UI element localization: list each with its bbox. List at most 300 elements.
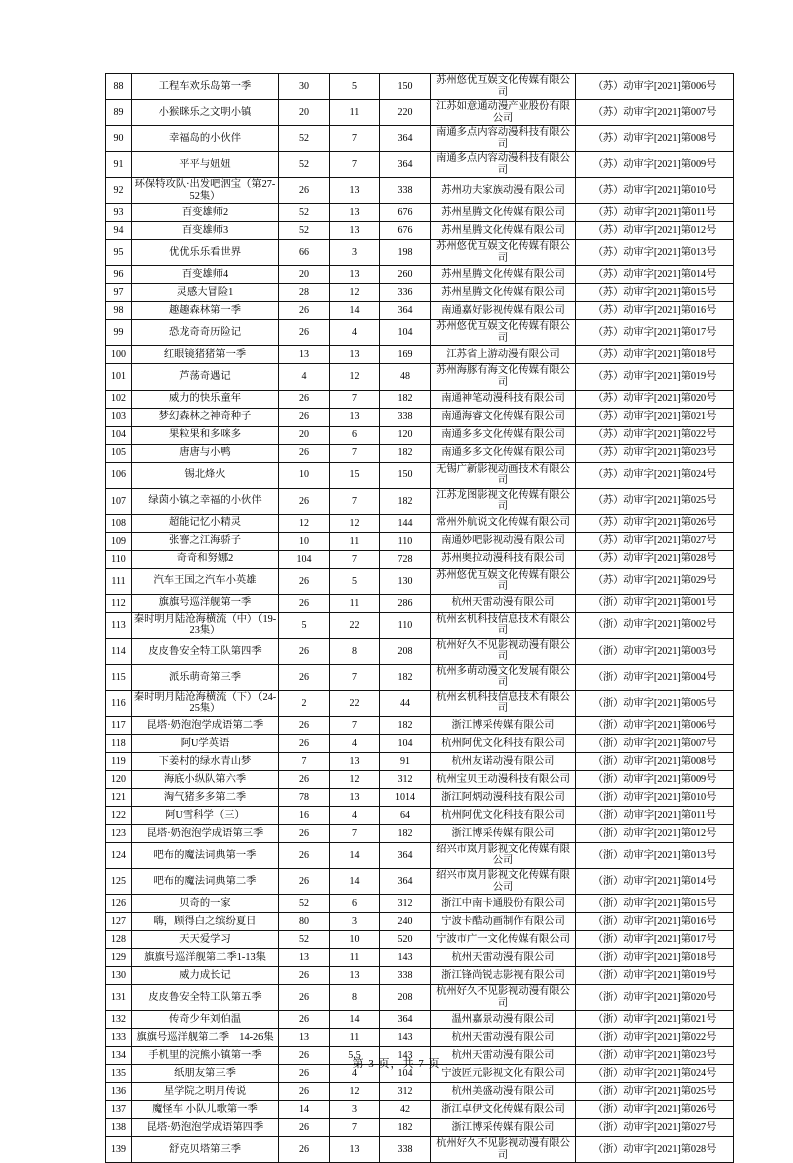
- table-row: [106, 931, 734, 949]
- cell-episodes: 26: [279, 320, 330, 346]
- cell-approval-number: （苏）动审字[2021]第023号: [576, 444, 734, 462]
- cell-approval-number: （苏）动审字[2021]第011号: [576, 204, 734, 222]
- cell-approval-number: （苏）动审字[2021]第007号: [576, 100, 734, 126]
- cell-title: 舒克贝塔第三季: [132, 1137, 279, 1163]
- cell-approval-number: （浙）动审字[2021]第023号: [576, 1047, 734, 1065]
- cell-production-company: 杭州友诺动漫有限公司: [431, 752, 576, 770]
- cell-serial-number: 113: [106, 612, 132, 638]
- cell-serial-number: 133: [106, 1029, 132, 1047]
- cell-serial-number: 122: [106, 806, 132, 824]
- cell-episodes: 26: [279, 967, 330, 985]
- cell-total-minutes: 182: [380, 1119, 431, 1137]
- table-row: [106, 752, 734, 770]
- cell-episodes: 26: [279, 408, 330, 426]
- cell-title: 昆塔·奶泡泡学成语第二季: [132, 716, 279, 734]
- cell-serial-number: 93: [106, 204, 132, 222]
- cell-episodes: 52: [279, 222, 330, 240]
- cell-total-minutes: 364: [380, 152, 431, 178]
- cell-production-company: 宁波市广一文化传媒有限公司: [431, 931, 576, 949]
- cell-minutes-per-episode: 4: [330, 806, 380, 824]
- cell-minutes-per-episode: 22: [330, 690, 380, 716]
- cell-total-minutes: 520: [380, 931, 431, 949]
- cell-serial-number: 89: [106, 100, 132, 126]
- cell-episodes: 26: [279, 488, 330, 514]
- cell-episodes: 13: [279, 1029, 330, 1047]
- cell-production-company: 杭州宝贝王动漫科技有限公司: [431, 770, 576, 788]
- cell-serial-number: 98: [106, 302, 132, 320]
- cell-approval-number: （苏）动审字[2021]第006号: [576, 74, 734, 100]
- cell-title: 旗旗号巡洋舰第二季1-13集: [132, 949, 279, 967]
- cell-approval-number: （浙）动审字[2021]第020号: [576, 985, 734, 1011]
- cell-production-company: 温州嘉景动漫有限公司: [431, 1011, 576, 1029]
- cell-approval-number: （苏）动审字[2021]第016号: [576, 302, 734, 320]
- table-row: [106, 638, 734, 664]
- cell-episodes: 26: [279, 1065, 330, 1083]
- cell-production-company: 浙江博采传媒有限公司: [431, 824, 576, 842]
- cell-approval-number: （苏）动审字[2021]第014号: [576, 266, 734, 284]
- cell-serial-number: 106: [106, 462, 132, 488]
- cell-minutes-per-episode: 11: [330, 100, 380, 126]
- table-row: [106, 100, 734, 126]
- cell-approval-number: （浙）动审字[2021]第022号: [576, 1029, 734, 1047]
- cell-total-minutes: 312: [380, 770, 431, 788]
- cell-approval-number: （浙）动审字[2021]第015号: [576, 895, 734, 913]
- cell-title: 派乐萌奇第三季: [132, 664, 279, 690]
- cell-production-company: 浙江阿炳动漫科技有限公司: [431, 788, 576, 806]
- cell-minutes-per-episode: 13: [330, 408, 380, 426]
- table-body: [106, 74, 734, 1163]
- cell-episodes: 52: [279, 895, 330, 913]
- cell-serial-number: 91: [106, 152, 132, 178]
- cell-approval-number: （苏）动审字[2021]第022号: [576, 426, 734, 444]
- cell-serial-number: 132: [106, 1011, 132, 1029]
- cell-approval-number: （浙）动审字[2021]第008号: [576, 752, 734, 770]
- table-row: [106, 204, 734, 222]
- cell-serial-number: 123: [106, 824, 132, 842]
- cell-approval-number: （浙）动审字[2021]第018号: [576, 949, 734, 967]
- cell-approval-number: （浙）动审字[2021]第001号: [576, 594, 734, 612]
- cell-total-minutes: 169: [380, 346, 431, 364]
- cell-title: 红眼镜猪猪第一季: [132, 346, 279, 364]
- cell-serial-number: 138: [106, 1119, 132, 1137]
- cell-total-minutes: 728: [380, 550, 431, 568]
- table-row: [106, 444, 734, 462]
- table-row: [106, 1011, 734, 1029]
- cell-minutes-per-episode: 11: [330, 594, 380, 612]
- cell-serial-number: 109: [106, 532, 132, 550]
- cell-title: 皮皮鲁安全特工队第四季: [132, 638, 279, 664]
- cell-serial-number: 135: [106, 1065, 132, 1083]
- cell-episodes: 26: [279, 1083, 330, 1101]
- cell-title: 优优乐乐看世界: [132, 240, 279, 266]
- cell-minutes-per-episode: 7: [330, 550, 380, 568]
- table-row: [106, 74, 734, 100]
- cell-approval-number: （苏）动审字[2021]第029号: [576, 568, 734, 594]
- cell-minutes-per-episode: 8: [330, 985, 380, 1011]
- cell-total-minutes: 364: [380, 126, 431, 152]
- cell-production-company: 宁波卡酷动画制作有限公司: [431, 913, 576, 931]
- cell-total-minutes: 364: [380, 1011, 431, 1029]
- cell-total-minutes: 110: [380, 532, 431, 550]
- cell-episodes: 30: [279, 74, 330, 100]
- cell-minutes-per-episode: 7: [330, 152, 380, 178]
- cell-episodes: 26: [279, 444, 330, 462]
- cell-serial-number: 100: [106, 346, 132, 364]
- cell-production-company: 南通妙吧影视动漫有限公司: [431, 532, 576, 550]
- table-row: [106, 1083, 734, 1101]
- cell-episodes: 26: [279, 985, 330, 1011]
- cell-minutes-per-episode: 15: [330, 462, 380, 488]
- table-row: [106, 488, 734, 514]
- cell-total-minutes: 48: [380, 364, 431, 390]
- cell-total-minutes: 120: [380, 426, 431, 444]
- cell-approval-number: （浙）动审字[2021]第017号: [576, 931, 734, 949]
- cell-approval-number: （浙）动审字[2021]第013号: [576, 842, 734, 868]
- cell-production-company: 苏州星腾文化传媒有限公司: [431, 266, 576, 284]
- cell-approval-number: （浙）动审字[2021]第016号: [576, 913, 734, 931]
- cell-approval-number: （浙）动审字[2021]第026号: [576, 1101, 734, 1119]
- cell-episodes: 26: [279, 734, 330, 752]
- cell-approval-number: （浙）动审字[2021]第012号: [576, 824, 734, 842]
- cell-serial-number: 114: [106, 638, 132, 664]
- cell-approval-number: （浙）动审字[2021]第010号: [576, 788, 734, 806]
- table-row: [106, 346, 734, 364]
- cell-production-company: 杭州天雷动漫有限公司: [431, 594, 576, 612]
- cell-total-minutes: 150: [380, 462, 431, 488]
- cell-title: 阿U学英语: [132, 734, 279, 752]
- table-row: [106, 550, 734, 568]
- table-row: [106, 842, 734, 868]
- cell-minutes-per-episode: 13: [330, 266, 380, 284]
- cell-production-company: 杭州美盛动漫有限公司: [431, 1083, 576, 1101]
- cell-approval-number: （浙）动审字[2021]第021号: [576, 1011, 734, 1029]
- cell-total-minutes: 198: [380, 240, 431, 266]
- cell-production-company: 江苏龙图影视文化传媒有限公司: [431, 488, 576, 514]
- cell-minutes-per-episode: 13: [330, 967, 380, 985]
- cell-production-company: 南通多多文化传媒有限公司: [431, 426, 576, 444]
- cell-production-company: 苏州奥拉动漫科技有限公司: [431, 550, 576, 568]
- cell-minutes-per-episode: 7: [330, 444, 380, 462]
- cell-total-minutes: 104: [380, 320, 431, 346]
- cell-total-minutes: 260: [380, 266, 431, 284]
- cell-serial-number: 127: [106, 913, 132, 931]
- cell-serial-number: 88: [106, 74, 132, 100]
- cell-title: 淘气猪多多第二季: [132, 788, 279, 806]
- cell-total-minutes: 64: [380, 806, 431, 824]
- cell-serial-number: 112: [106, 594, 132, 612]
- table-row: [106, 1119, 734, 1137]
- cell-production-company: 苏州星腾文化传媒有限公司: [431, 222, 576, 240]
- cell-episodes: 52: [279, 152, 330, 178]
- cell-title: 恐龙奇奇历险记: [132, 320, 279, 346]
- cell-production-company: 苏州海豚有海文化传媒有限公司: [431, 364, 576, 390]
- cell-title: 星学院之明月传说: [132, 1083, 279, 1101]
- cell-minutes-per-episode: 7: [330, 824, 380, 842]
- cell-production-company: 杭州好久不见影视动漫有限公司: [431, 638, 576, 664]
- cell-total-minutes: 143: [380, 1047, 431, 1065]
- cell-title: 昆塔·奶泡泡学成语第四季: [132, 1119, 279, 1137]
- cell-episodes: 26: [279, 638, 330, 664]
- cell-approval-number: （浙）动审字[2021]第009号: [576, 770, 734, 788]
- cell-approval-number: （浙）动审字[2021]第014号: [576, 869, 734, 895]
- cell-approval-number: （苏）动审字[2021]第025号: [576, 488, 734, 514]
- cell-episodes: 26: [279, 178, 330, 204]
- cell-serial-number: 92: [106, 178, 132, 204]
- cell-title: 秦时明月陆沧海横流（中）（19-23集）: [132, 612, 279, 638]
- cell-minutes-per-episode: 7: [330, 488, 380, 514]
- cell-production-company: 南通多多文化传媒有限公司: [431, 444, 576, 462]
- cell-approval-number: （浙）动审字[2021]第011号: [576, 806, 734, 824]
- cell-total-minutes: 144: [380, 514, 431, 532]
- cell-approval-number: （浙）动审字[2021]第019号: [576, 967, 734, 985]
- cell-total-minutes: 182: [380, 824, 431, 842]
- cell-approval-number: （浙）动审字[2021]第006号: [576, 716, 734, 734]
- cell-episodes: 26: [279, 302, 330, 320]
- cell-total-minutes: 130: [380, 568, 431, 594]
- cell-approval-number: （浙）动审字[2021]第028号: [576, 1137, 734, 1163]
- cell-title: 手机里的浣熊小镇第一季: [132, 1047, 279, 1065]
- cell-total-minutes: 338: [380, 967, 431, 985]
- cell-minutes-per-episode: 6: [330, 895, 380, 913]
- cell-minutes-per-episode: 13: [330, 1137, 380, 1163]
- cell-title: 汽车王国之汽车小英雄: [132, 568, 279, 594]
- cell-minutes-per-episode: 12: [330, 364, 380, 390]
- cell-total-minutes: 150: [380, 74, 431, 100]
- cell-production-company: 苏州悠优互娱文化传媒有限公司: [431, 74, 576, 100]
- cell-approval-number: （浙）动审字[2021]第027号: [576, 1119, 734, 1137]
- cell-title: 阿U雪科学（三）: [132, 806, 279, 824]
- cell-title: 传奇少年刘伯温: [132, 1011, 279, 1029]
- cell-production-company: 绍兴市岚月影视文化传媒有限公司: [431, 842, 576, 868]
- cell-total-minutes: 1014: [380, 788, 431, 806]
- table-row: [106, 320, 734, 346]
- table-row: [106, 1137, 734, 1163]
- cell-approval-number: （苏）动审字[2021]第020号: [576, 390, 734, 408]
- table-row: [106, 770, 734, 788]
- cell-minutes-per-episode: 7: [330, 716, 380, 734]
- cell-total-minutes: 143: [380, 949, 431, 967]
- cell-production-company: 浙江博采传媒有限公司: [431, 1119, 576, 1137]
- cell-total-minutes: 364: [380, 842, 431, 868]
- cell-episodes: 78: [279, 788, 330, 806]
- table-row: [106, 824, 734, 842]
- cell-total-minutes: 104: [380, 1065, 431, 1083]
- cell-production-company: 无锡广新影视动画技术有限公司: [431, 462, 576, 488]
- cell-production-company: 南通多点内容动漫科技有限公司: [431, 152, 576, 178]
- cell-serial-number: 107: [106, 488, 132, 514]
- cell-serial-number: 126: [106, 895, 132, 913]
- cell-approval-number: （苏）动审字[2021]第028号: [576, 550, 734, 568]
- table-row: [106, 532, 734, 550]
- cell-minutes-per-episode: 7: [330, 1119, 380, 1137]
- cell-serial-number: 121: [106, 788, 132, 806]
- cell-minutes-per-episode: 11: [330, 1029, 380, 1047]
- cell-episodes: 4: [279, 364, 330, 390]
- cell-minutes-per-episode: 12: [330, 514, 380, 532]
- cell-title: 纸朋友第三季: [132, 1065, 279, 1083]
- table-row: [106, 895, 734, 913]
- cell-minutes-per-episode: 8: [330, 638, 380, 664]
- cell-total-minutes: 110: [380, 612, 431, 638]
- table-row: [106, 178, 734, 204]
- cell-approval-number: （苏）动审字[2021]第010号: [576, 178, 734, 204]
- cell-title: 果粒果和多咪多: [132, 426, 279, 444]
- cell-total-minutes: 338: [380, 1137, 431, 1163]
- cell-episodes: 13: [279, 346, 330, 364]
- cell-episodes: 20: [279, 426, 330, 444]
- cell-production-company: 浙江博采传媒有限公司: [431, 716, 576, 734]
- cell-production-company: 苏州功夫家族动漫有限公司: [431, 178, 576, 204]
- cell-episodes: 5: [279, 612, 330, 638]
- cell-approval-number: （浙）动审字[2021]第024号: [576, 1065, 734, 1083]
- cell-episodes: 52: [279, 126, 330, 152]
- cell-approval-number: （浙）动审字[2021]第003号: [576, 638, 734, 664]
- cell-title: 秦时明月陆沧海横流（下）（24-25集）: [132, 690, 279, 716]
- cell-minutes-per-episode: 13: [330, 204, 380, 222]
- cell-minutes-per-episode: 4: [330, 1065, 380, 1083]
- cell-production-company: 江苏如意通动漫产业股份有限公司: [431, 100, 576, 126]
- cell-serial-number: 116: [106, 690, 132, 716]
- table-row: [106, 426, 734, 444]
- table-row: [106, 949, 734, 967]
- cell-title: 百变雄师3: [132, 222, 279, 240]
- cell-production-company: 杭州多萌动漫文化发展有限公司: [431, 664, 576, 690]
- cell-serial-number: 130: [106, 967, 132, 985]
- cell-minutes-per-episode: 22: [330, 612, 380, 638]
- cell-minutes-per-episode: 5: [330, 568, 380, 594]
- cell-minutes-per-episode: 6: [330, 426, 380, 444]
- cell-serial-number: 125: [106, 869, 132, 895]
- cell-total-minutes: 676: [380, 222, 431, 240]
- cell-minutes-per-episode: 13: [330, 788, 380, 806]
- cell-production-company: 杭州玄机科技信息技术有限公司: [431, 690, 576, 716]
- cell-production-company: 南通海睿文化传媒有限公司: [431, 408, 576, 426]
- cell-title: 百变雄师4: [132, 266, 279, 284]
- cell-total-minutes: 338: [380, 178, 431, 204]
- cell-minutes-per-episode: 13: [330, 346, 380, 364]
- cell-production-company: 南通神笔动漫科技有限公司: [431, 390, 576, 408]
- cell-minutes-per-episode: 7: [330, 664, 380, 690]
- cell-minutes-per-episode: 14: [330, 1011, 380, 1029]
- cell-serial-number: 131: [106, 985, 132, 1011]
- cell-total-minutes: 104: [380, 734, 431, 752]
- cell-total-minutes: 336: [380, 284, 431, 302]
- cell-total-minutes: 182: [380, 390, 431, 408]
- table-row: [106, 690, 734, 716]
- cell-total-minutes: 364: [380, 302, 431, 320]
- cell-episodes: 13: [279, 949, 330, 967]
- cell-serial-number: 105: [106, 444, 132, 462]
- cell-minutes-per-episode: 3: [330, 1101, 380, 1119]
- table-row: [106, 222, 734, 240]
- cell-serial-number: 128: [106, 931, 132, 949]
- cell-total-minutes: 91: [380, 752, 431, 770]
- cell-episodes: 52: [279, 931, 330, 949]
- cell-total-minutes: 182: [380, 444, 431, 462]
- cell-title: 工程车欢乐岛第一季: [132, 74, 279, 100]
- cell-title: 下姜村的绿水青山梦: [132, 752, 279, 770]
- cell-title: 张謇之江海骄子: [132, 532, 279, 550]
- cell-title: 灵感大冒险1: [132, 284, 279, 302]
- cell-serial-number: 104: [106, 426, 132, 444]
- table-row: [106, 594, 734, 612]
- cell-title: 绿茵小镇之幸福的小伙伴: [132, 488, 279, 514]
- cell-episodes: 26: [279, 716, 330, 734]
- cell-serial-number: 90: [106, 126, 132, 152]
- cell-approval-number: （浙）动审字[2021]第004号: [576, 664, 734, 690]
- cell-total-minutes: 312: [380, 895, 431, 913]
- cell-production-company: 杭州天雷动漫有限公司: [431, 1029, 576, 1047]
- cell-production-company: 苏州悠优互娱文化传媒有限公司: [431, 320, 576, 346]
- table-row: [106, 734, 734, 752]
- table-row: [106, 390, 734, 408]
- table-row: [106, 408, 734, 426]
- cell-total-minutes: 676: [380, 204, 431, 222]
- table-row: [106, 266, 734, 284]
- table-row: [106, 1101, 734, 1119]
- cell-production-company: 杭州玄机科技信息技术有限公司: [431, 612, 576, 638]
- cell-episodes: 26: [279, 1137, 330, 1163]
- cell-minutes-per-episode: 7: [330, 126, 380, 152]
- cell-production-company: 江苏省上游动漫有限公司: [431, 346, 576, 364]
- cell-title: 魔怪车 小队儿歌第一季: [132, 1101, 279, 1119]
- cell-title: 锡北烽火: [132, 462, 279, 488]
- cell-serial-number: 119: [106, 752, 132, 770]
- table-row: [106, 514, 734, 532]
- cell-title: 唐唐与小鸭: [132, 444, 279, 462]
- table-row: [106, 664, 734, 690]
- cell-episodes: 26: [279, 1011, 330, 1029]
- cell-episodes: 16: [279, 806, 330, 824]
- cell-serial-number: 137: [106, 1101, 132, 1119]
- table-row: [106, 240, 734, 266]
- cell-approval-number: （浙）动审字[2021]第007号: [576, 734, 734, 752]
- cell-title: 百变雄师2: [132, 204, 279, 222]
- cell-production-company: 杭州天雷动漫有限公司: [431, 1047, 576, 1065]
- table-row: [106, 364, 734, 390]
- cell-episodes: 26: [279, 869, 330, 895]
- cell-production-company: 杭州好久不见影视动漫有限公司: [431, 1137, 576, 1163]
- cell-title: 威力的快乐童年: [132, 390, 279, 408]
- cell-minutes-per-episode: 13: [330, 752, 380, 770]
- cell-title: 旗旗号巡洋舰第二季 14-26集: [132, 1029, 279, 1047]
- cell-episodes: 7: [279, 752, 330, 770]
- cell-approval-number: （苏）动审字[2021]第015号: [576, 284, 734, 302]
- cell-minutes-per-episode: 13: [330, 178, 380, 204]
- cell-serial-number: 111: [106, 568, 132, 594]
- cell-production-company: 浙江中南卡通股份有限公司: [431, 895, 576, 913]
- cell-production-company: 杭州好久不见影视动漫有限公司: [431, 985, 576, 1011]
- cell-minutes-per-episode: 11: [330, 532, 380, 550]
- cell-episodes: 104: [279, 550, 330, 568]
- cell-episodes: 2: [279, 690, 330, 716]
- cell-episodes: 10: [279, 532, 330, 550]
- cell-serial-number: 124: [106, 842, 132, 868]
- cell-title: 贝奇的一家: [132, 895, 279, 913]
- cell-total-minutes: 240: [380, 913, 431, 931]
- cell-serial-number: 118: [106, 734, 132, 752]
- cell-serial-number: 95: [106, 240, 132, 266]
- cell-approval-number: （苏）动审字[2021]第009号: [576, 152, 734, 178]
- cell-minutes-per-episode: 7: [330, 390, 380, 408]
- cell-title: 皮皮鲁安全特工队第五季: [132, 985, 279, 1011]
- cell-serial-number: 97: [106, 284, 132, 302]
- table-row: [106, 913, 734, 931]
- cell-total-minutes: 338: [380, 408, 431, 426]
- cell-production-company: 浙江卓伊文化传媒有限公司: [431, 1101, 576, 1119]
- cell-total-minutes: 208: [380, 985, 431, 1011]
- cell-total-minutes: 182: [380, 488, 431, 514]
